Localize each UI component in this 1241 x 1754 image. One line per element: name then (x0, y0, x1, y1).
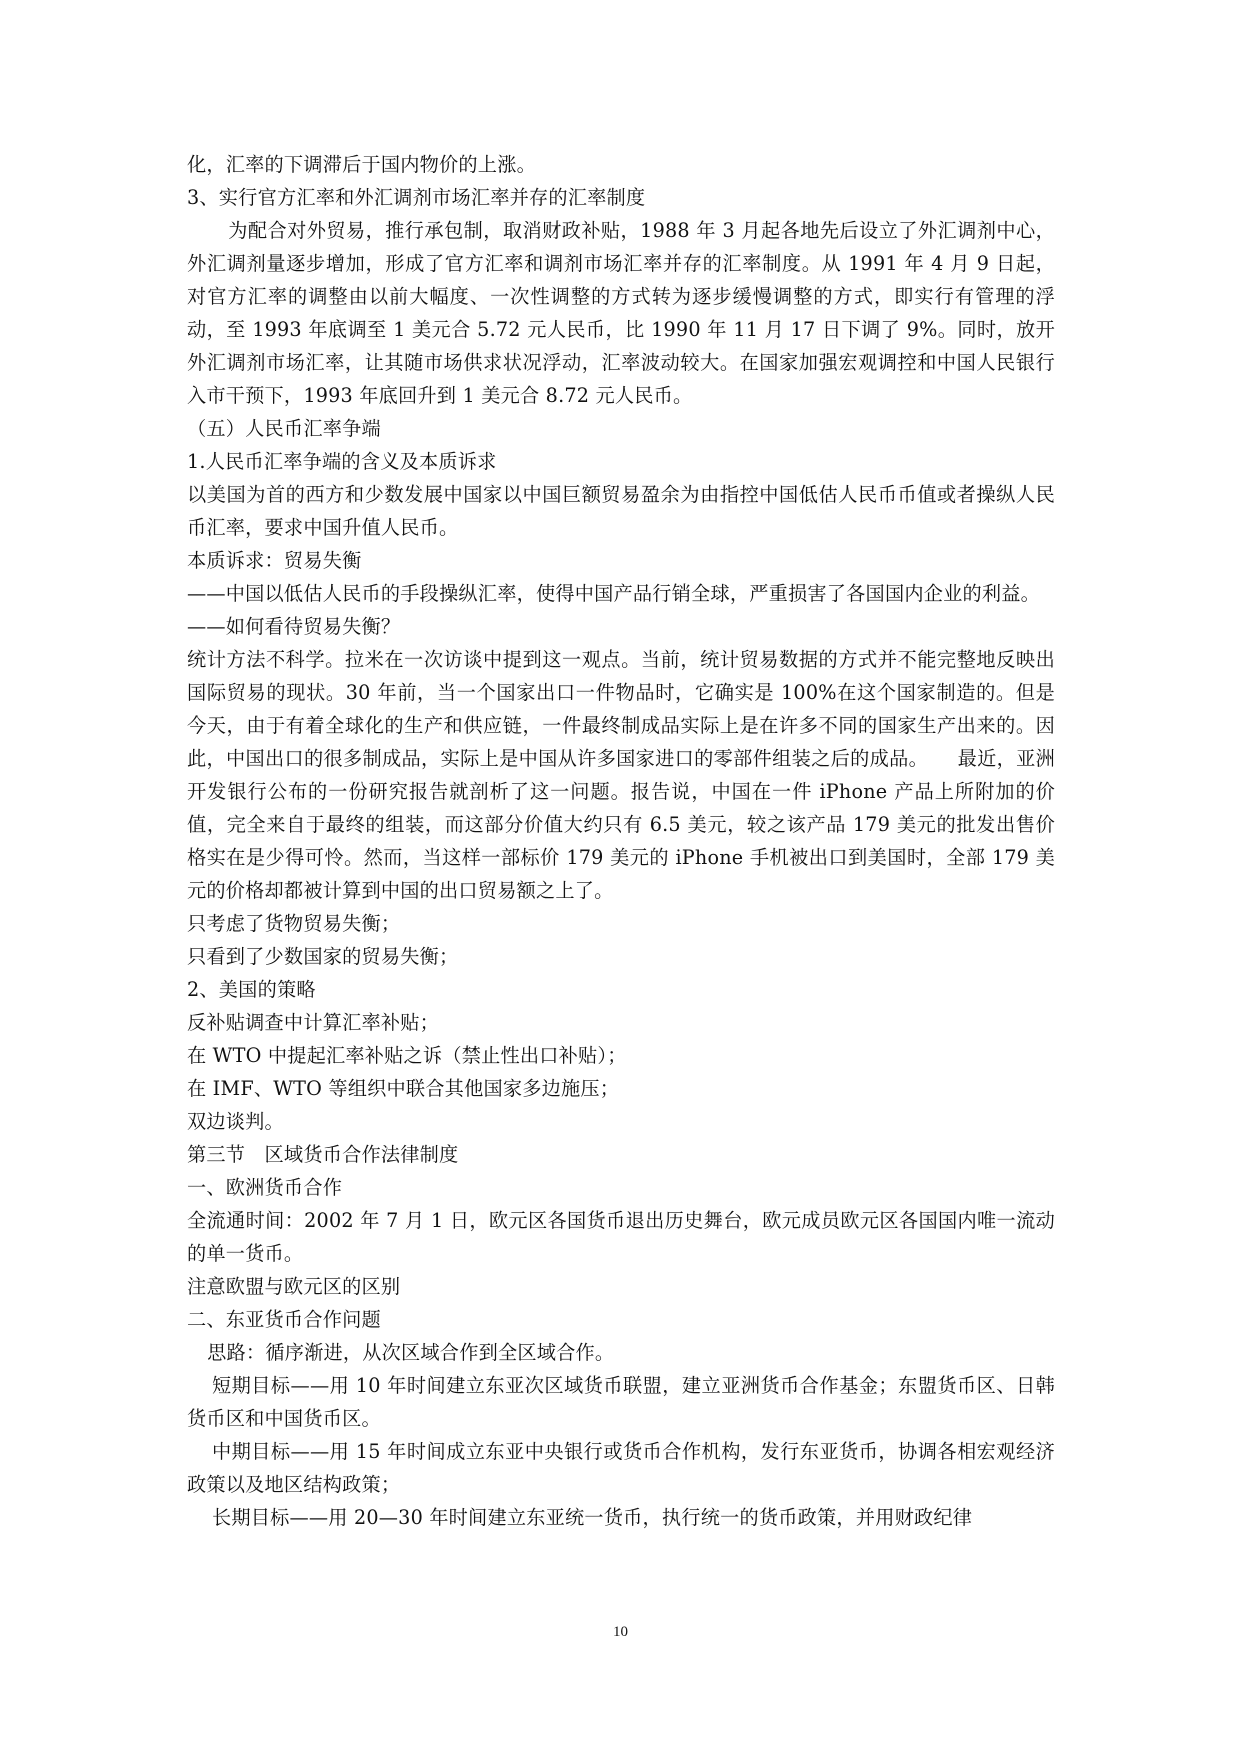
paragraph-mid-term: 中期目标——用 15 年时间成立东亚中央银行或货币合作机构，发行东亚货币，协调各相宏观经济政策以及地区结构政策； (187, 1440, 1055, 1496)
list-item-bilateral: 双边谈判。 (187, 1110, 284, 1133)
list-item-few-countries: 只看到了少数国家的贸易失衡； (187, 945, 459, 968)
paragraph-essential-claim: 本质诉求：贸易失衡 (187, 549, 362, 572)
list-item-wto-claim: 在 WTO 中提起汇率补贴之诉（禁止性出口补贴）； (187, 1044, 627, 1067)
section-heading-rmb-dispute: （五）人民币汇率争端 (187, 417, 381, 440)
paragraph-approach: 思路：循序渐进，从次区域合作到全区域合作。 (207, 1341, 615, 1364)
list-item-countervailing: 反补贴调查中计算汇率补贴； (187, 1011, 440, 1034)
paragraph-short-term: 短期目标——用 10 年时间建立东亚次区域货币联盟，建立亚洲货币合作基金；东盟货币区、日韩货币区和中国货币区。 (187, 1374, 1055, 1430)
page-body (187, 148, 1055, 1534)
paragraph-long-term: 长期目标——用 20—30 年时间建立东亚统一货币，执行统一的货币政策，并用财政纪律 (211, 1506, 973, 1529)
paragraph-continuation: 化，汇率的下调滞后于国内物价的上涨。 (187, 153, 536, 176)
paragraph-statistics: 统计方法不科学。拉米在一次访谈中提到这一观点。当前，统计贸易数据的方式并不能完整地反映出国际贸易的现状。30 年前，当一个国家出口一件物品时，它确实是 100%在这个国家制造的。但是今天，由于有着全球化的生产和供应链，一件最终制成品实际上是在许多不同的国家生产出来的。因此，中国出口的很多制成品，实际上是中国从许多国家进口的零部件组装之后的成品。 最近，亚洲开发银行公布的一份研究报告就剖析了这一问题。报告说，中国在一件 iPhone 产品上所附加的价值，完全来自于最终的组装，而这部分价值大约只有 6.5 美元，较之该产品 179 美元的批发出售价格实在是少得可怜。然而，当这样一部标价 179 美元的 iPhone 手机被出口到美国时，全部 179 美元的价格却都被计算到中国的出口贸易额之上了。 (187, 648, 1055, 902)
paragraph-accusation: 以美国为首的西方和少数发展中国家以中国巨额贸易盈余为由指控中国低估人民币币值或者操纵人民币汇率，要求中国升值人民币。 (187, 483, 1055, 539)
subheading-us-strategy: 2、美国的策略 (187, 978, 316, 1001)
paragraph-adjustment-center: 为配合对外贸易，推行承包制，取消财政补贴，1988 年 3 月起各地先后设立了外汇调剂中心，外汇调剂量逐步增加，形成了官方汇率和调剂市场汇率并存的汇率制度。从 1991 年 4 月 9 日起，对官方汇率的调整由以前大幅度、一次性调整的方式转为逐步缓慢调整的方式，即实行有管理的浮动，至 1993 年底调至 1 美元合 5.72 元人民币，比 1990 年 11 月 17 日下调了 9%。同时，放开外汇调剂市场汇率，让其随市场供求状况浮动，汇率波动较大。在国家加强宏观调控和中国人民银行入市干预下，1993 年底回升到 1 美元合 8.72 元人民币。 (187, 219, 1055, 407)
list-item-goods-only: 只考虑了货物贸易失衡； (187, 912, 401, 935)
subheading-european: 一、欧洲货币合作 (187, 1176, 343, 1199)
paragraph-eu-vs-eurozone: 注意欧盟与欧元区的区别 (187, 1275, 401, 1298)
section-heading-official-rate: 3、实行官方汇率和外汇调剂市场汇率并存的汇率制度 (187, 186, 646, 209)
section-heading-regional: 第三节 区域货币合作法律制度 (187, 1143, 459, 1166)
subheading-east-asia: 二、东亚货币合作问题 (187, 1308, 381, 1331)
paragraph-manipulation: ——中国以低估人民币的手段操纵汇率，使得中国产品行销全球，严重损害了各国国内企业的利益。 (187, 582, 1041, 605)
paragraph-euro-circulation: 全流通时间：2002 年 7 月 1 日，欧元区各国货币退出历史舞台，欧元成员欧元区各国国内唯一流动的单一货币。 (187, 1209, 1055, 1265)
subheading-dispute-meaning: 1.人民币汇率争端的含义及本质诉求 (187, 450, 497, 473)
list-item-multilateral: 在 IMF、WTO 等组织中联合其他国家多边施压； (187, 1077, 620, 1100)
paragraph-how-to-view: ——如何看待贸易失衡？ (187, 615, 401, 638)
page-number: 10 (613, 1624, 628, 1640)
